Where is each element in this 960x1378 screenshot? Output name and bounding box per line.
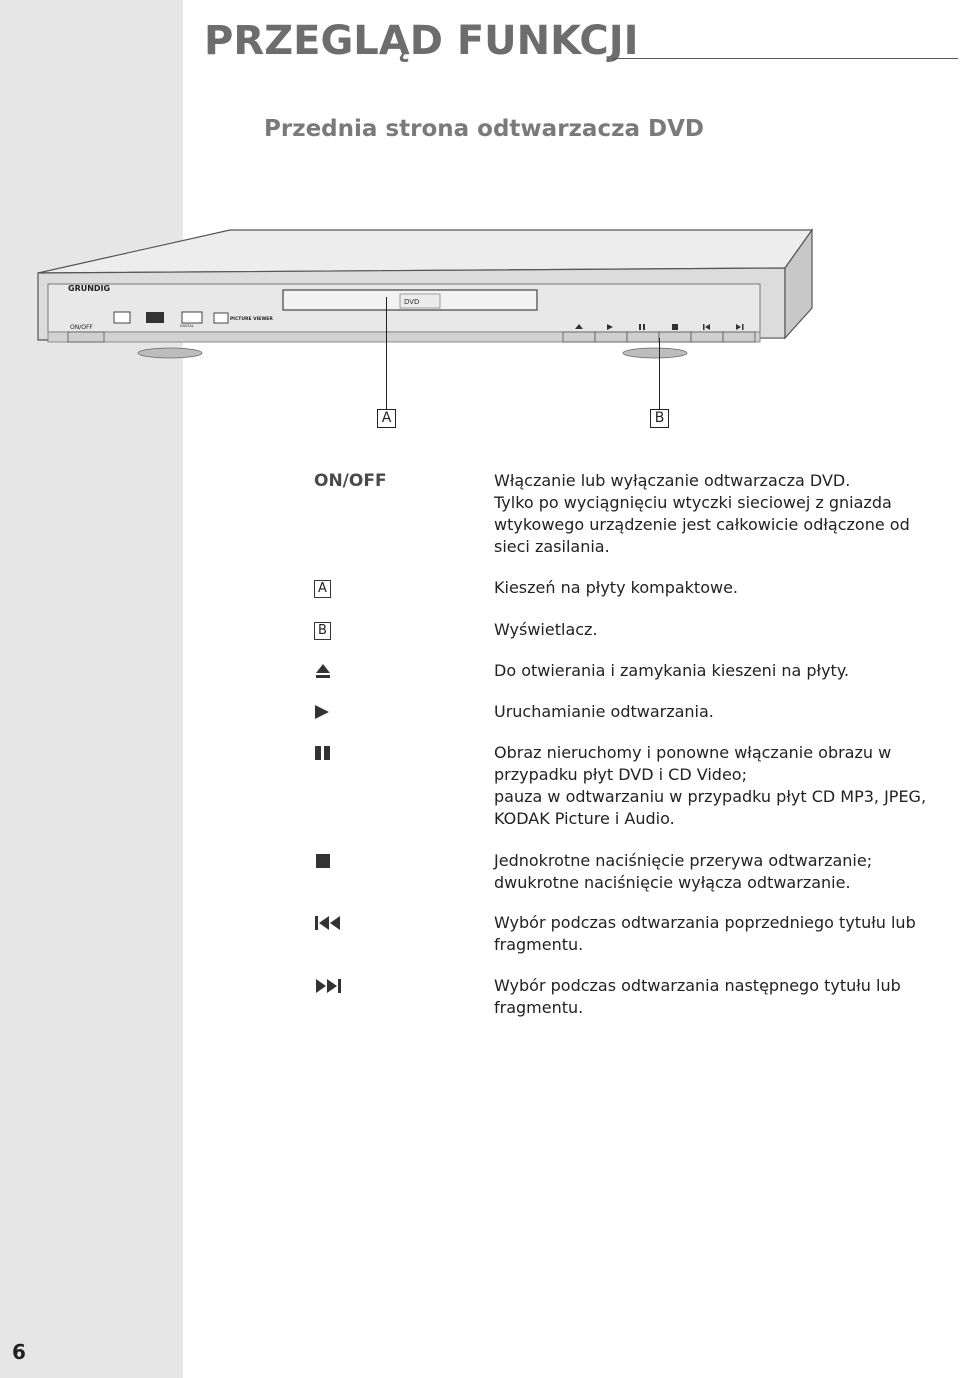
device-brand: GRUNDIG (68, 284, 111, 293)
page-number: 6 (12, 1340, 26, 1364)
function-description: Wybór podczas odtwarzania następnego tytułu lub fragmentu. (494, 976, 901, 1017)
section-title: Przednia strona odtwarzacza DVD (264, 116, 704, 142)
side-band (0, 0, 183, 1378)
function-description: Wybór podczas odtwarzania poprzedniego tytułu lub fragmentu. (494, 913, 916, 954)
device-digital-label: DIGITAL (180, 324, 194, 328)
eject-icon (314, 662, 332, 680)
callout-a: A (377, 409, 396, 428)
page-title: PRZEGLĄD FUNKCJI (204, 18, 639, 64)
key-box-b: B (314, 622, 331, 640)
dvd-player-illustration (30, 228, 820, 378)
title-rule (612, 58, 958, 59)
pause-icon (314, 744, 332, 762)
next-icon (314, 977, 342, 995)
function-description: Obraz nieruchomy i ponowne włączanie obrazu w przypadku płyt DVD i CD Video; pauza w odtwarzaniu w przypadku płyt CD MP3, JPEG, KODAK Picture i Audio. (494, 743, 927, 828)
function-description: Kieszeń na płyty kompaktowe. (494, 578, 738, 597)
key-on-off-label: ON/OFF (314, 471, 387, 491)
function-description: Uruchamianie odtwarzania. (494, 702, 714, 721)
key-box-a: A (314, 580, 331, 598)
device-power-label: ON/OFF (70, 324, 93, 331)
play-icon (314, 703, 332, 721)
function-description: Do otwierania i zamykania kieszeni na płyty. (494, 661, 850, 680)
device-dvd-mark: DVD (404, 298, 420, 306)
device-picture-viewer-label: PICTURE VIEWER (230, 317, 273, 322)
previous-icon (314, 914, 342, 932)
stop-icon (314, 852, 332, 870)
callout-line-a (386, 297, 387, 409)
callout-line-b (659, 338, 660, 409)
callout-b: B (650, 409, 669, 428)
function-description: Wyświetlacz. (494, 620, 598, 639)
function-description: Jednokrotne naciśnięcie przerywa odtwarzanie; dwukrotne naciśnięcie wyłącza odtwarzanie. (494, 851, 873, 892)
function-description: Włączanie lub wyłączanie odtwarzacza DVD. Tylko po wyciągnięciu wtyczki sieciowej z gniazda wtykowego urządzenie jest całkowicie odłączone od sieci zasilania. (494, 471, 910, 556)
